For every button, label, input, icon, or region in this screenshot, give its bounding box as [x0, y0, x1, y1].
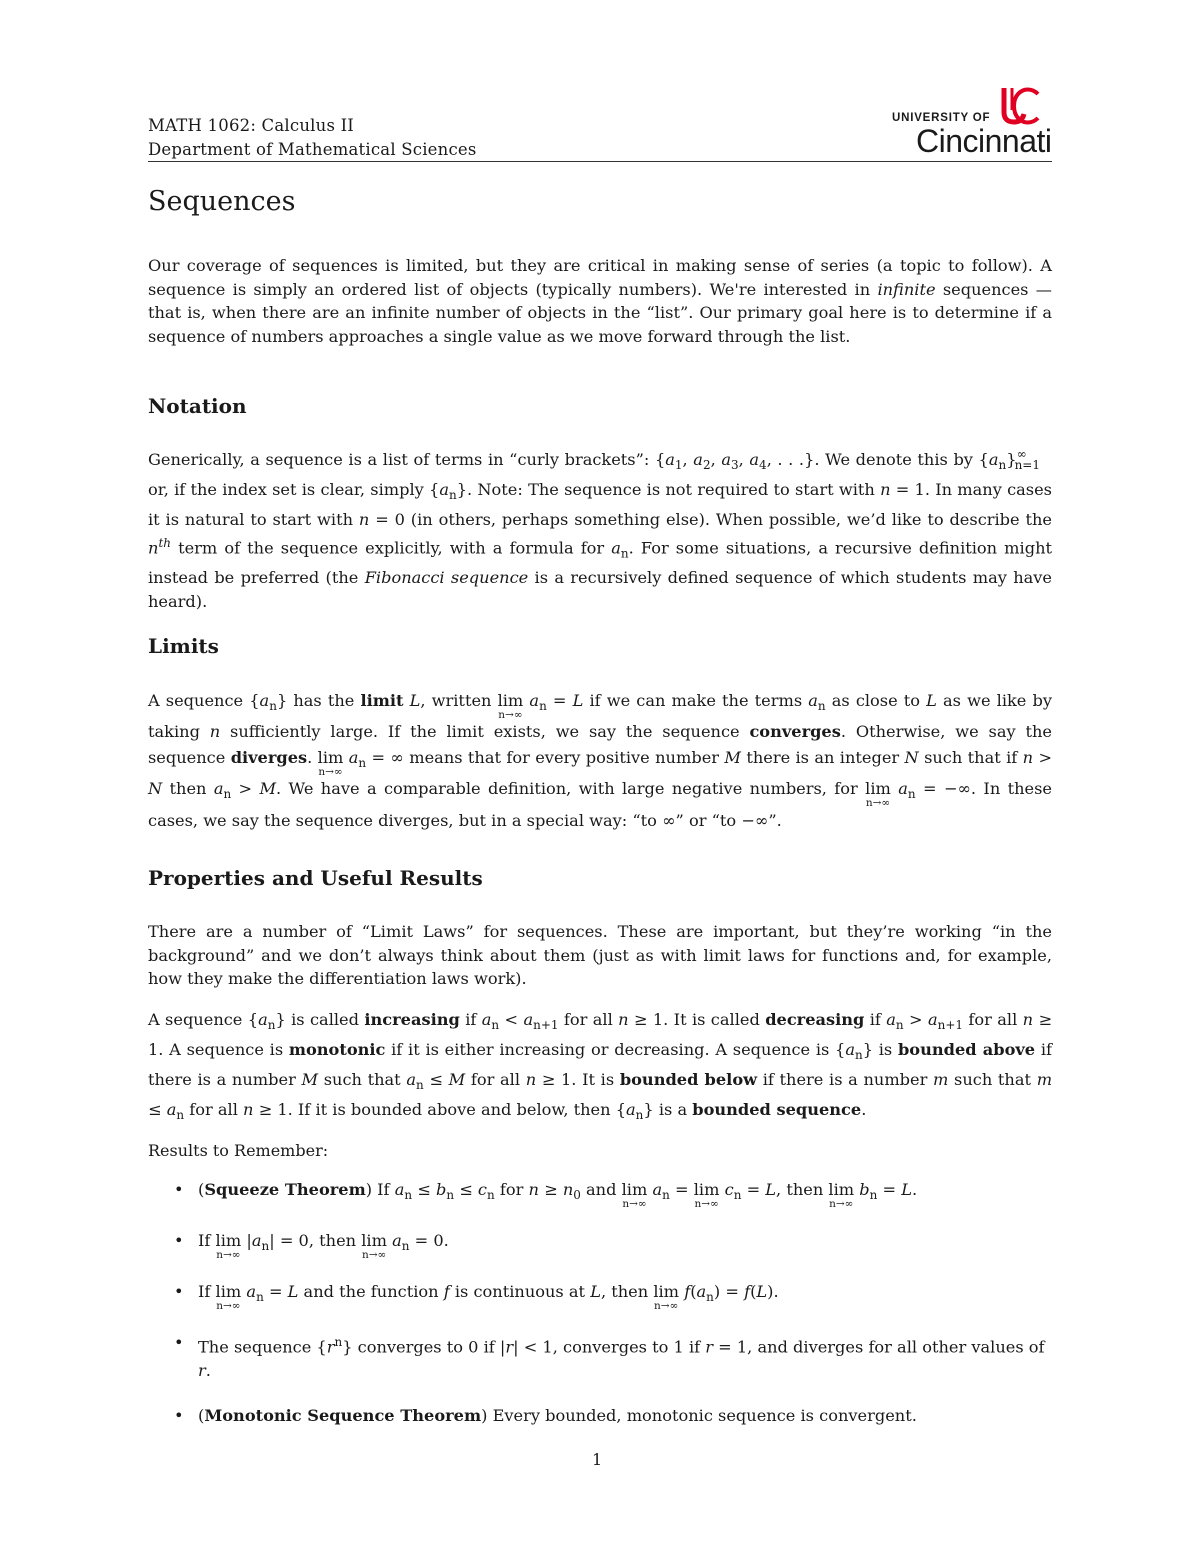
header-rule [148, 161, 1052, 162]
section-heading-properties: Properties and Useful Results [148, 866, 483, 890]
intro-paragraph [148, 254, 1052, 349]
logo-city-text: Cincinnati [916, 123, 1052, 159]
list-item: • (Monotonic Sequence Theorem) Every bounded, monotonic sequence is convergent. [174, 1405, 917, 1425]
logo-university-text: UNIVERSITY OF [892, 112, 991, 124]
list-item: • If lim n→∞ $|a_n| = 0$, then lim n→∞ $a_n = 0$. [174, 1230, 449, 1261]
course-title: MATH 1062: Calculus II [148, 116, 355, 135]
page-title: Sequences [148, 186, 296, 217]
department-name: Department of Mathematical Sciences [148, 140, 477, 159]
properties-paragraph-2: A sequence $\{a_n\}$ is called increasing if $a_n < a_{n+1}$ for all n ≥ 1. It is called decreasing if $a_n > a_{n+1}$ for all n ≥ 1. A sequence is monotonic if it is either increasing or decreasing. A sequence is $\{a_n\}$ is bounded above if there is a number M such that $a_n \le M$ for all n ≥ 1. It is bounded below if there is a number m such that $m \le a_n$ for all n ≥ 1. If it is bounded above and below, then $\{a_n\}$ is a bounded sequence. [148, 1010, 1053, 1123]
list-item: • The sequence $\{r^n\}$ converges to 0 if |r| < 1, converges to 1 if r = 1, and diverges for all other values of r. [174, 1332, 1045, 1380]
page-number: 1 [592, 1450, 603, 1469]
results-list [148, 1178, 1052, 1448]
list-item: • (Squeeze Theorem) If $a_n \le b_n \le c_n$ for $n \ge n_0$ and lim n→∞ $a_n = \lim$ n→∞ $c_n = L$, then lim n→∞ $b_n = L$. [174, 1180, 918, 1210]
limits-paragraph: A sequence $\{a_n\}$ has the limit L, written lim n→∞ $a_n = L$ if we can make the terms $a_n$ as close to L as we like by taking n sufficiently large. If the limit exists, we say the sequence converges. Otherwise, we say the sequence diverges. lim n→∞ $a_n$ = ∞ means that for every positive number M there is an integer N such that if n > N then $a_n > M$. We have a comparable definition, with large negative numbers, for lim n→∞ $a_n$ = −∞. In these cases, we say the sequence diverges, but in a special way: “to ∞” or “to −∞”. [148, 691, 1053, 830]
section-heading-notation: Notation [148, 394, 247, 418]
uc-logo-mark-icon [986, 86, 1042, 126]
course-info [148, 114, 477, 162]
results-title: Results to Remember: [148, 1141, 329, 1160]
list-item: • If lim n→∞ $a_n = L$ and the function f is continuous at L, then lim n→∞ $f(a_n) = f(L)$. [174, 1281, 779, 1312]
notation-paragraph: Generically, a sequence is a list of terms in “curly brackets”: {$a_1$, $a_2$, $a_3$, $a_4$, . . .}. We denote this by $\{a_n\}^\infty_{n=1}$ or, if the index set is clear, simply $\{a_n\}$. Note: The sequence is not required to start with n = 1. In many cases it is natural to start with n = 0 (in others, perhaps something else). When possible, we’d like to describe the $n^{th}$ term of the sequence explicitly, with a formula for $a_n$. For some situations, a recursive definition might instead be preferred (the Fibonacci sequence is a recursively defined sequence of which students may have heard). [148, 447, 1053, 611]
section-heading-limits: Limits [148, 634, 219, 658]
properties-paragraph-1: There are a number of “Limit Laws” for sequences. These are important, but they’re working “in the background” and we don’t always think about them (just as with limit laws for functions and, for example, how they make the differentiation laws work). [148, 922, 1052, 989]
intro-text: Our coverage of sequences is limited, but they are critical in making sense of series (a topic to follow). A sequence is simply an ordered list of objects (typically numbers). We're interested in infinite sequences — that is, when there are an infinite number of objects in the “list”. Our primary goal here is to determine if a sequence of numbers approaches a single value as we move forward through the list. [148, 256, 1052, 347]
university-logo [892, 86, 1054, 158]
